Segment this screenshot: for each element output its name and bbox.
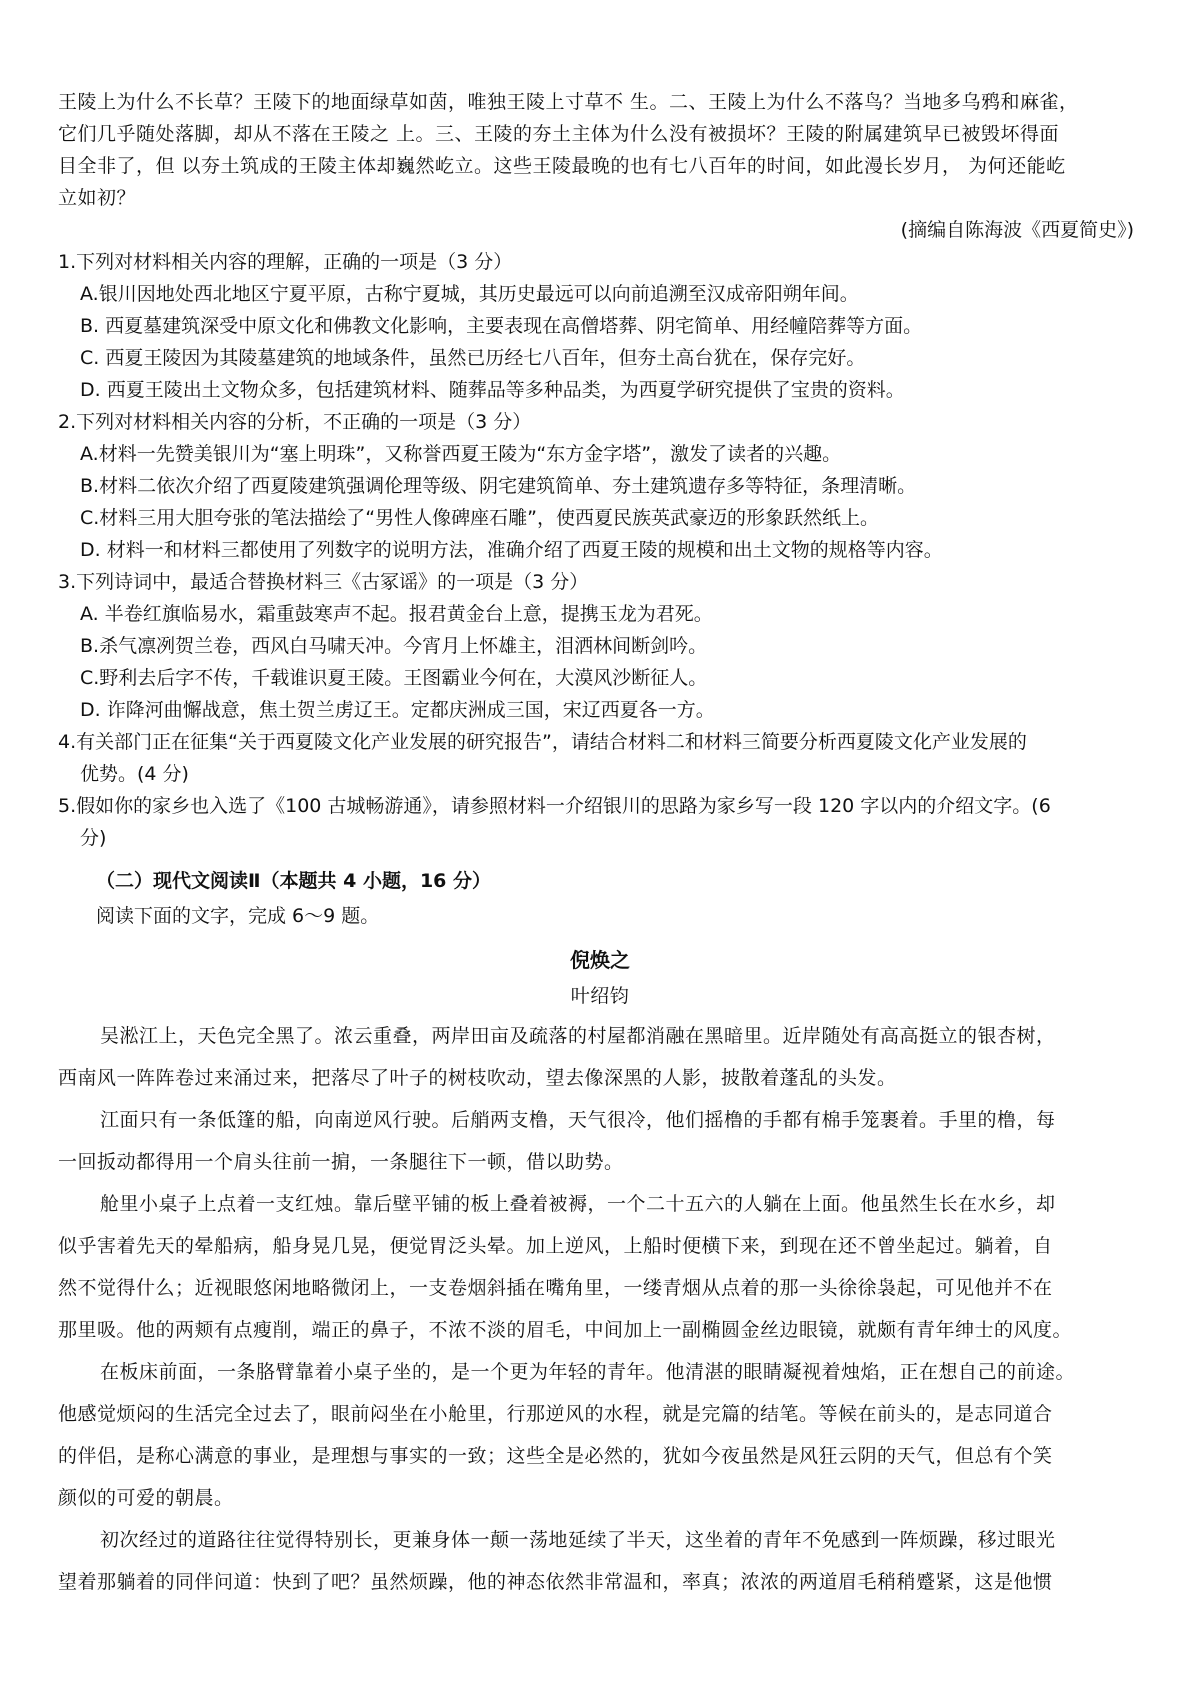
passage-line: 西南风一阵阵卷过来涌过来，把落尽了叶子的树枝吹动，望去像深黑的人影，披散着蓬乱的头发。 bbox=[58, 1067, 897, 1089]
passage-line: 在板床前面，一条胳臂靠着小桌子坐的，是一个更为年轻的青年。他清湛的眼睛凝视着烛焰，正在想自己的前途。 bbox=[100, 1361, 1076, 1383]
question-3-option-c: C.野利去后字不传，千载谁识夏王陵。王图霸业今何在，大漠风沙断征人。 bbox=[80, 667, 708, 689]
question-2-stem: 2.下列对材料相关内容的分析，不正确的一项是（3 分） bbox=[58, 411, 532, 433]
passage-line: 舱里小桌子上点着一支红烛。靠后壁平铺的板上叠着被褥，一个二十五六的人躺在上面。他虽然生长在水乡，却 bbox=[100, 1193, 1056, 1215]
passage-line: 望着那躺着的同伴问道：快到了吧？虽然烦躁，他的神态依然非常温和，率真；浓浓的两道眉毛稍稍蹙紧，这是他惯 bbox=[58, 1571, 1053, 1593]
question-1-option-d: D. 西夏王陵出土文物众多，包括建筑材料、随葬品等多种品类，为西夏学研究提供了宝贵的资料。 bbox=[80, 379, 905, 401]
material-text-line: 目全非了，但 以夯土筑成的王陵主体却巍然屹立。这些王陵最晚的也有七八百年的时间，如此漫长岁月， 为何还能屹 bbox=[58, 155, 1066, 177]
passage-author: 叶绍钧 bbox=[570, 985, 630, 1007]
passage-title: 倪焕之 bbox=[570, 948, 630, 972]
section-instruction: 阅读下面的文字，完成 6～9 题。 bbox=[96, 905, 380, 927]
question-2-option-b: B.材料二依次介绍了西夏陵建筑强调伦理等级、阴宅建筑简单、夯土建筑遗存多等特征，条理清晰。 bbox=[80, 475, 917, 497]
section-heading: （二）现代文阅读Ⅱ（本题共 4 小题，16 分） bbox=[96, 870, 492, 892]
question-1-option-c: C. 西夏王陵因为其陵墓建筑的地域条件，虽然已历经七八百年，但夯土高台犹在，保存完好。 bbox=[80, 347, 866, 369]
question-1-option-b: B. 西夏墓建筑深受中原文化和佛教文化影响，主要表现在高僧塔葬、阴宅简单、用经幢陪葬等方面。 bbox=[80, 315, 923, 337]
question-1-stem: 1.下列对材料相关内容的理解，正确的一项是（3 分） bbox=[58, 251, 513, 273]
question-5-line: 5.假如你的家乡也入选了《100 古城畅游通》，请参照材料一介绍银川的思路为家乡写一段 120 字以内的介绍文字。(6 bbox=[58, 795, 1051, 817]
passage-line: 初次经过的道路往往觉得特别长，更兼身体一颠一荡地延续了半天，这坐着的青年不免感到一阵烦躁，移过眼光 bbox=[100, 1529, 1056, 1551]
passage-line: 颜似的可爱的朝晨。 bbox=[58, 1487, 234, 1509]
question-2-option-c: C.材料三用大胆夸张的笔法描绘了“男性人像碑座石雕”，使西夏民族英武豪迈的形象跃然纸上。 bbox=[80, 507, 879, 529]
material-text-line: 立如初？ bbox=[58, 187, 137, 209]
passage-line: 吴淞江上，天色完全黑了。浓云重叠，两岸田亩及疏落的村屋都消融在黑暗里。近岸随处有高高挺立的银杏树， bbox=[100, 1025, 1056, 1047]
question-3-option-a: A. 半卷红旗临易水，霜重鼓寒声不起。报君黄金台上意，提携玉龙为君死。 bbox=[80, 603, 713, 625]
question-3-stem: 3.下列诗词中，最适合替换材料三《古冢谣》的一项是（3 分） bbox=[58, 571, 589, 593]
question-2-option-a: A.材料一先赞美银川为“塞上明珠”，又称誉西夏王陵为“东方金字塔”，激发了读者的兴趣。 bbox=[80, 443, 842, 465]
source-note: (摘编自陈海波《西夏简史》) bbox=[900, 219, 1134, 241]
material-text-line: 王陵上为什么不长草？王陵下的地面绿草如茵，唯独王陵上寸草不 生。二、王陵上为什么不落鸟？当地多乌鸦和麻雀， bbox=[58, 91, 1079, 113]
question-4-line: 优势。(4 分) bbox=[80, 763, 189, 785]
question-1-option-a: A.银川因地处西北地区宁夏平原，古称宁夏城，其历史最远可以向前追溯至汉成帝阳朔年间。 bbox=[80, 283, 859, 305]
material-text-line: 它们几乎随处落脚，却从不落在王陵之 上。三、王陵的夯土主体为什么没有被损坏？王陵的附属建筑早已被毁坏得面 bbox=[58, 123, 1060, 145]
passage-line: 那里吸。他的两颊有点瘦削，端正的鼻子，不浓不淡的眉毛，中间加上一副椭圆金丝边眼镜，就颇有青年绅士的风度。 bbox=[58, 1319, 1073, 1341]
passage-line: 的伴侣，是称心满意的事业，是理想与事实的一致；这些全是必然的，犹如今夜虽然是风狂云阴的天气，但总有个笑 bbox=[58, 1445, 1053, 1467]
question-3-option-d: D. 诈降河曲懈战意，焦土贺兰虏辽王。定都庆洲成三国，宋辽西夏各一方。 bbox=[80, 699, 715, 721]
passage-line: 江面只有一条低篷的船，向南逆风行驶。后艄两支橹，天气很冷，他们摇橹的手都有棉手笼裹着。手里的橹，每 bbox=[100, 1109, 1056, 1131]
passage-line: 然不觉得什么；近视眼悠闲地略微闭上，一支卷烟斜插在嘴角里，一缕青烟从点着的那一头徐徐袅起，可见他并不在 bbox=[58, 1277, 1053, 1299]
question-2-option-d: D. 材料一和材料三都使用了列数字的说明方法，准确介绍了西夏王陵的规模和出土文物的规格等内容。 bbox=[80, 539, 943, 561]
question-4-line: 4.有关部门正在征集“关于西夏陵文化产业发展的研究报告”，请结合材料二和材料三简要分析西夏陵文化产业发展的 bbox=[58, 731, 1027, 753]
passage-line: 一回扳动都得用一个肩头往前一掮，一条腿往下一顿，借以助势。 bbox=[58, 1151, 624, 1173]
question-3-option-b: B.杀气凛冽贺兰卷，西风白马啸天冲。今宵月上怀雄主，泪洒林间断剑吟。 bbox=[80, 635, 708, 657]
passage-line: 他感觉烦闷的生活完全过去了，眼前闷坐在小舱里，行那逆风的水程，就是完篇的结笔。等候在前头的，是志同道合 bbox=[58, 1403, 1053, 1425]
question-5-line: 分) bbox=[80, 827, 107, 849]
passage-line: 似乎害着先天的晕船病，船身晃几晃，便觉胃泛头晕。加上逆风，上船时便横下来，到现在还不曾坐起过。躺着，自 bbox=[58, 1235, 1053, 1257]
